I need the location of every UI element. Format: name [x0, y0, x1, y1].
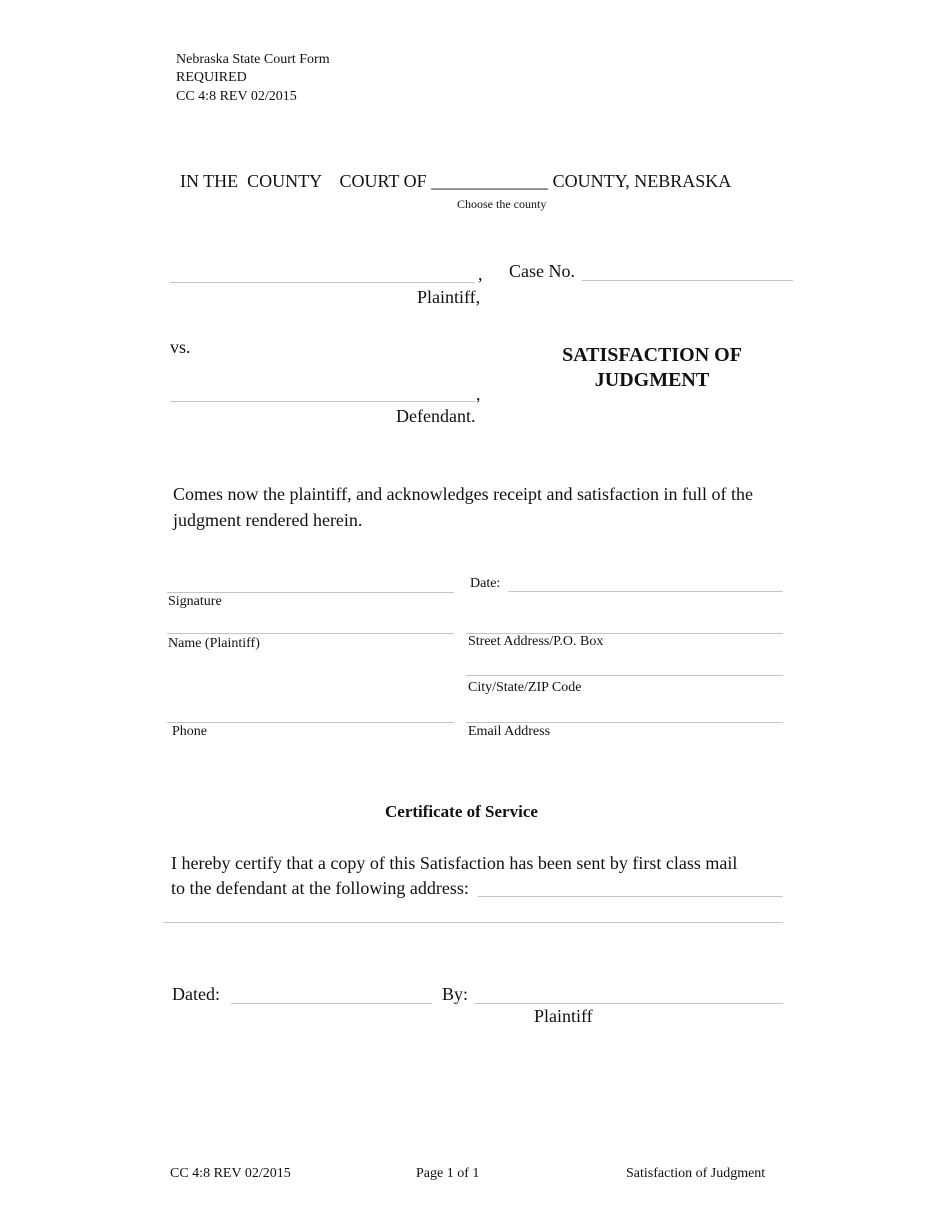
certificate-heading: Certificate of Service [385, 802, 538, 821]
defendant-address-field-2[interactable] [163, 902, 783, 920]
defendant-comma: , [476, 384, 481, 404]
certificate-line-1: I hereby certify that a copy of this Satisfaction has been sent by first class mail [171, 853, 738, 873]
by-signature-field[interactable] [475, 983, 783, 1001]
address-line-1 [478, 896, 783, 897]
form-number: CC 4:8 REV 02/2015 [176, 89, 297, 104]
address-line-2 [163, 922, 783, 923]
footer-form-title: Satisfaction of Judgment [626, 1166, 766, 1181]
footer-form-number: CC 4:8 REV 02/2015 [170, 1166, 291, 1181]
street-field[interactable] [466, 613, 783, 631]
dated-line [231, 1003, 432, 1004]
defendant-address-field-1[interactable] [478, 876, 783, 894]
street-label: Street Address/P.O. Box [468, 634, 604, 649]
case-no-field[interactable] [582, 260, 793, 278]
defendant-name-field[interactable] [170, 381, 475, 399]
footer-page-number: Page 1 of 1 [416, 1166, 480, 1181]
court-suffix: COUNTY, NEBRASKA [552, 171, 732, 191]
plaintiff-name-field[interactable] [170, 262, 475, 280]
dated-label: Dated: [172, 984, 220, 1004]
defendant-label: Defendant. [396, 406, 476, 426]
by-plaintiff-label: Plaintiff [534, 1006, 593, 1026]
email-label: Email Address [468, 724, 551, 739]
by-label: By: [442, 984, 469, 1004]
email-field[interactable] [466, 702, 783, 720]
county-hint: Choose the county [457, 197, 547, 211]
name-field[interactable] [167, 613, 454, 631]
signature-label: Signature [168, 594, 222, 609]
form-required: REQUIRED [176, 70, 247, 85]
phone-label: Phone [172, 724, 207, 739]
signature-line [167, 592, 454, 593]
body-line-2: judgment rendered herein. [173, 510, 363, 530]
certificate-line-2: to the defendant at the following address: [171, 878, 469, 898]
vs-label: vs. [170, 337, 191, 357]
title-line-1: SATISFACTION OF [562, 344, 742, 366]
phone-field[interactable] [167, 702, 454, 720]
email-line [466, 722, 783, 723]
case-no-line [582, 280, 793, 281]
court-line [180, 171, 731, 192]
name-line [167, 633, 454, 634]
name-label: Name (Plaintiff) [168, 636, 260, 651]
city-label: City/State/ZIP Code [468, 680, 582, 695]
plaintiff-comma: , [478, 264, 483, 284]
dated-field[interactable] [231, 983, 432, 1001]
phone-line [167, 722, 454, 723]
county-select[interactable]: _____________ [431, 171, 549, 191]
plaintiff-name-line [170, 282, 475, 283]
court-prefix: IN THE COUNTY COURT OF [180, 171, 427, 191]
body-line-1: Comes now the plaintiff, and acknowledges receipt and satisfaction in full of the [173, 484, 754, 504]
signature-field[interactable] [167, 572, 454, 590]
document-title [540, 343, 764, 393]
by-line [475, 1003, 783, 1004]
form-source: Nebraska State Court Form [176, 52, 330, 67]
date-field[interactable] [508, 571, 783, 589]
date-line [508, 591, 783, 592]
defendant-name-line [170, 401, 475, 402]
date-label: Date: [470, 576, 501, 591]
case-no-label: Case No. [509, 261, 575, 281]
city-line [466, 675, 783, 676]
title-line-2: JUDGMENT [594, 369, 710, 391]
plaintiff-label: Plaintiff, [417, 287, 481, 307]
city-field[interactable] [466, 655, 783, 673]
